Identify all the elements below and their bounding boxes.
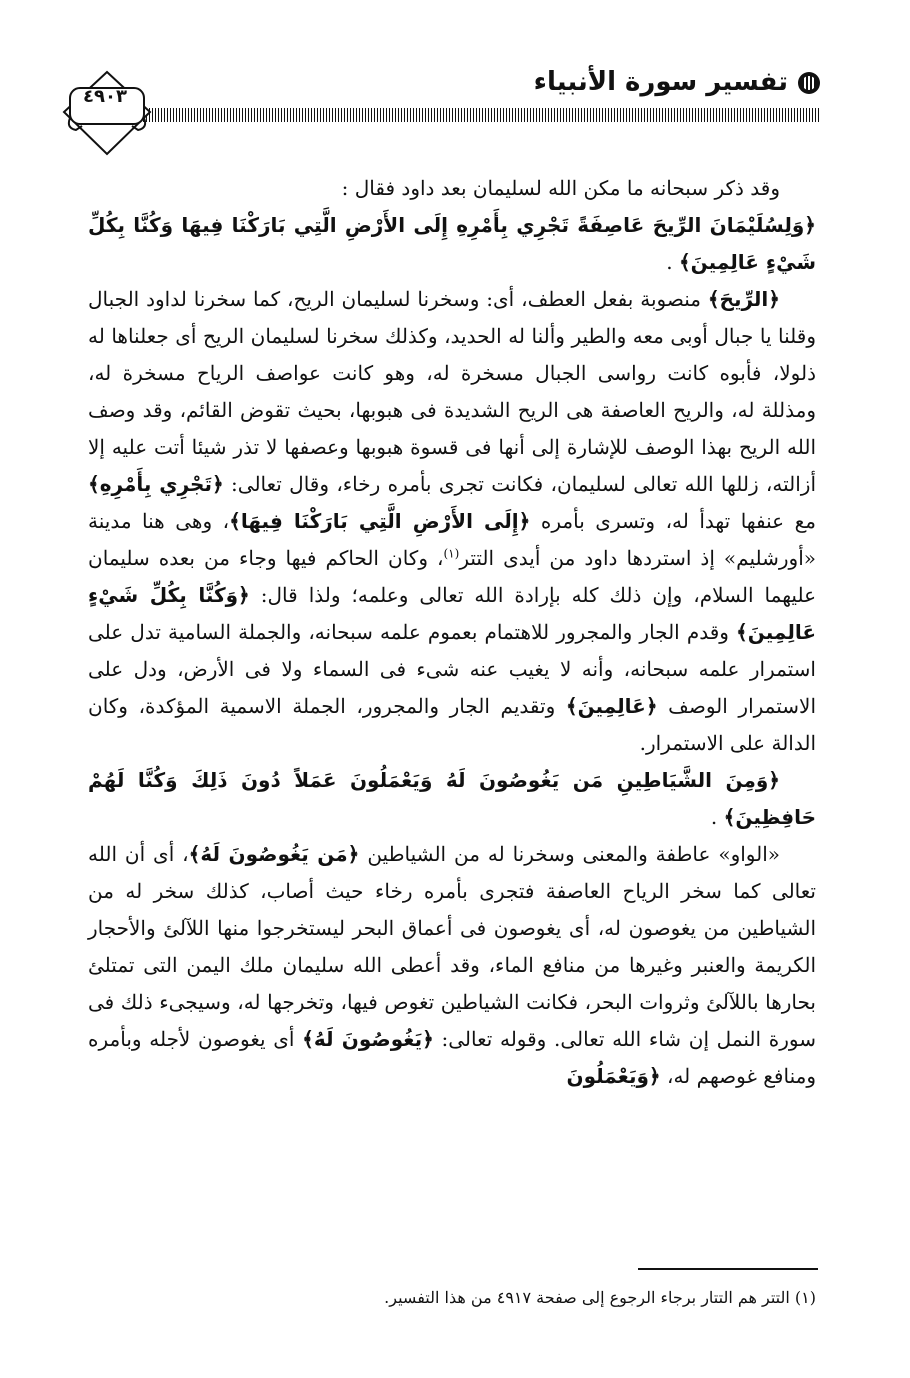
intro-paragraph: وقد ذكر سبحانه ما مكن الله لسليمان بعد داود فقال : bbox=[341, 176, 780, 200]
footnote: (١) التتر هم التتار برجاء الرجوع إلى صفحة ٤٩١٧ من هذا التفسير. bbox=[384, 1288, 816, 1307]
commentary-text: وقدم الجار والمجرور للاهتمام بعموم علمه سبحانه، والجملة السامية تدل على استمرار علمه سبحانه، وأنه لا يغيب عنه شىء فى السماء ولا فى الأرض، ودل على الاستمرار الوصف bbox=[88, 620, 816, 718]
page-number: ٤٩٠٣ bbox=[83, 86, 127, 107]
verse-end-mark: . bbox=[666, 250, 673, 274]
quoted-phrase: ﴿وَيَعْمَلُونَ bbox=[566, 1064, 661, 1088]
commentary-paragraph-2 bbox=[88, 836, 816, 1095]
verse-block-1 bbox=[88, 207, 816, 281]
quoted-word: ﴿الرِّيحَ﴾ bbox=[707, 287, 780, 311]
running-header-title: تفسير سورة الأنبياء bbox=[533, 67, 788, 97]
commentary-text: ، أى أن الله تعالى كما سخر الرياح العاصفة فتجرى بأمره رخاء حيث أصاب، كذلك سخر له من الشياطين من يغوصون له، أى يغوصون فى أعماق البحر ليستخرجوا منها اللآلئ والأحجار الكريمة والعنبر وغيرها من منافع الماء، وقد أعطى الله سليمان ملك اليمن التى تمتلئ بحارها باللآلئ وثروات البحر، فكانت الشياطين تغوص فيها، وتخرجها له، وسيجىء ذلك فى سورة النمل إن شاء الله تعالى. وقوله تعالى: bbox=[88, 842, 816, 1051]
commentary-text: وتقديم الجار والمجرور، الجملة الاسمية المؤكدة، وكان الدالة على الاستمرار. bbox=[88, 694, 816, 755]
commentary-text: «الواو» عاطفة والمعنى وسخرنا له من الشياطين bbox=[359, 842, 781, 866]
quoted-phrase: ﴿مَن يَغُوصُونَ لَهُ﴾ bbox=[188, 842, 360, 866]
verse-end-mark: . bbox=[710, 805, 718, 829]
commentary-text: أى يغوصون لأجله وبأمره ومنافع غوصهم له، bbox=[88, 1027, 816, 1088]
header-ornament-icon bbox=[798, 72, 820, 94]
commentary-text: منصوبة بفعل العطف، أى: وسخرنا لسليمان الريح، كما سخرنا لداود الجبال وقلنا يا جبال أوبى معه والطير وألنا له الحديد، وكذلك سخرنا لسليمان الريح أى جعلناها له ذلولا، فأبوه كانت رواسى الجبال مسخرة له، وهو كانت عواصف الرياح مسخرة له، ومذللة له، والريح العاصفة هى الريح الشديدة فى هبوبها، بحيث تقوض القائم، وقد وصف الله الريح بهذا الوصف للإشارة إلى أنها فى قسوة هبوبها وعصفها لا تذر شيئا أتت عليه إلا أزالته، زللها الله تعالى لسليمان، فكانت تجرى بأمره رخاء، وقال تعالى: bbox=[88, 287, 816, 496]
quoted-phrase: ﴿وَكُنَّا بِكُلِّ شَيْءٍ عَالِمِينَ﴾ bbox=[88, 583, 817, 644]
footnote-separator bbox=[638, 1268, 818, 1270]
quoted-phrase: ﴿إِلَى الأَرْضِ الَّتِي بَارَكْنَا فِيهَا﴾ bbox=[229, 509, 531, 533]
page-number-badge-icon bbox=[62, 70, 152, 156]
footnote-marker: (١) bbox=[443, 546, 460, 561]
commentary-text: ، وهى هنا مدينة «أورشليم» إذ استردها داود من أيدى التتر bbox=[88, 509, 816, 570]
quoted-word: ﴿عَالِمِينَ﴾ bbox=[565, 694, 658, 718]
commentary-paragraph-1 bbox=[88, 281, 816, 762]
quoted-phrase: ﴿يَغُوصُونَ لَهُ﴾ bbox=[302, 1027, 434, 1051]
quoted-phrase: ﴿تَجْرِي بِأَمْرِهِ﴾ bbox=[88, 472, 224, 496]
verse-block-2 bbox=[88, 762, 816, 836]
header-rule bbox=[140, 108, 820, 122]
quran-verse: ﴿وَلِسُلَيْمَانَ الرِّيحَ عَاصِفَةً تَجْرِي بِأَمْرِهِ إِلَى الأَرْضِ الَّتِي بَارَكْنَا فِيهَا وَكُنَّا بِكُلِّ شَيْءٍ عَالِمِينَ﴾ bbox=[88, 213, 816, 274]
commentary-text: مع عنفها تهدأ له، وتسرى بأمره bbox=[530, 509, 816, 533]
commentary-text: ، وكان الحاكم فيها وجاء من بعده سليمان عليهما السلام، وإن ذلك كله بإرادة الله تعالى وعلمه؛ ولذا قال: bbox=[88, 546, 816, 607]
main-text bbox=[88, 170, 816, 1095]
quran-verse: ﴿وَمِنَ الشَّيَاطِينِ مَن يَغُوصُونَ لَهُ وَيَعْمَلُونَ عَمَلاً دُونَ ذَلِكَ وَكُنَّا لَهُمْ حَافِظِينَ﴾ bbox=[88, 768, 816, 829]
